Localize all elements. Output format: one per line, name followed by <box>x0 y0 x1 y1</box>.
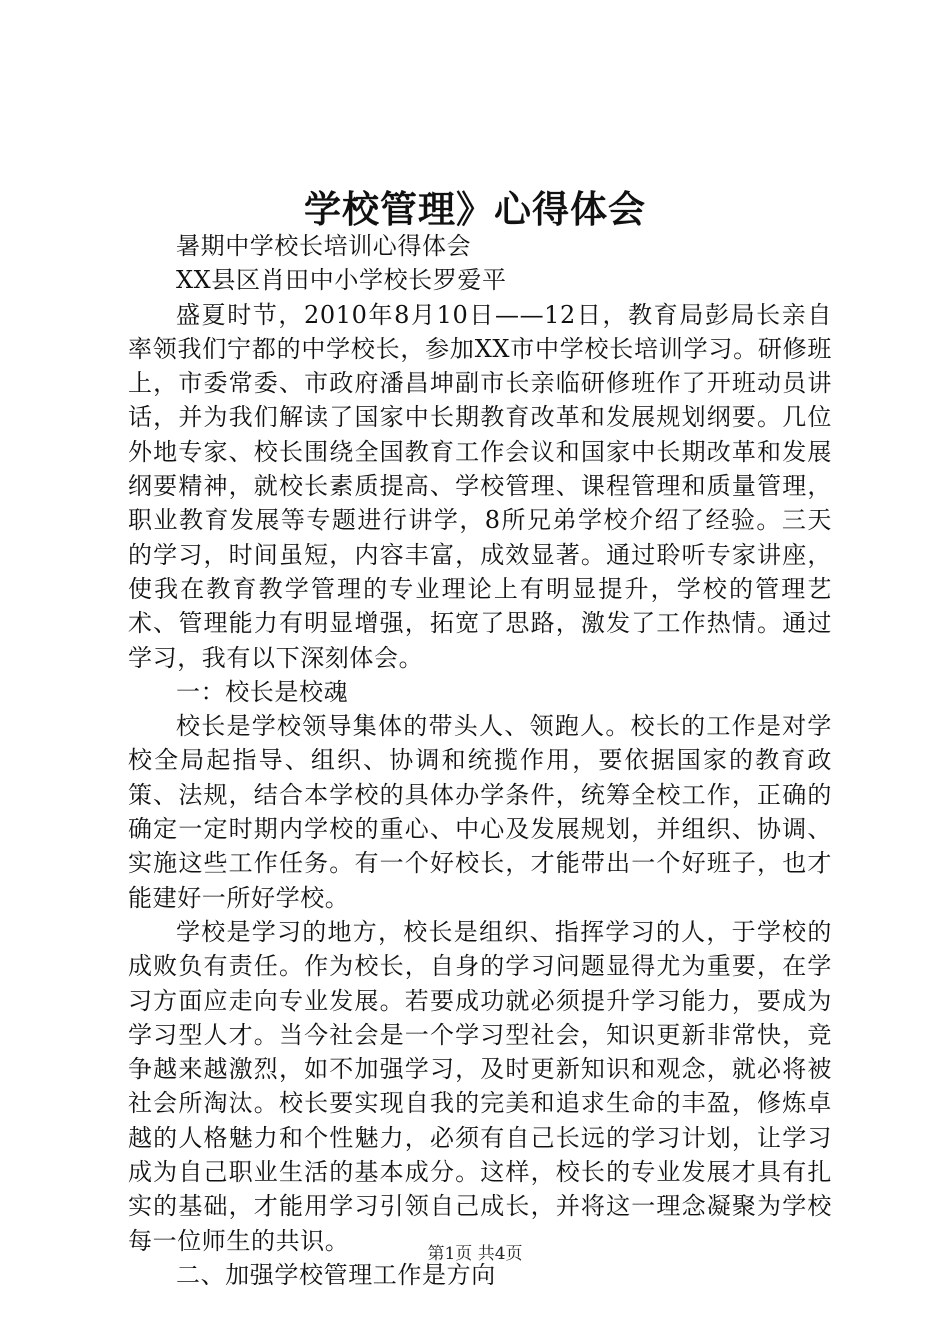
section-heading-1: 一：校长是校魂 <box>176 677 349 706</box>
subtitle-paragraph: 暑期中学校长培训心得体会 <box>176 232 472 260</box>
document-title: 学校管理》心得体会 <box>304 187 646 231</box>
document-body <box>128 229 832 1292</box>
author-paragraph: XX县区肖田中小学校长罗爱平 <box>176 266 507 295</box>
section-heading-2: 二、加强学校管理工作是方向 <box>176 1260 496 1289</box>
page-footer: 第1页 共4页 <box>427 1244 523 1264</box>
body-paragraph: 校长是学校领导集体的带头人、领跑人。校长的工作是对学校全局起指导、组织、协调和统揽作用，要依据国家的教育政策、法规，结合本学校的具体办学条件，统筹全校工作，正确的确定一定时期内学校的重心、中心及发展规划，并组织、协调、实施这些工作任务。有一个好校长，才能带出一个好班子，也才能建好一所好学校。 <box>128 712 832 912</box>
intro-paragraph: 盛夏时节，2010年8月10日——12日，教育局彭局长亲自率领我们宁都的中学校长，参加XX市中学校长培训学习。研修班上，市委常委、市政府潘昌坤副市长亲临研修班作了开班动员讲话，并为我们解读了国家中长期教育改革和发展规划纲要。几位外地专家、校长围绕全国教育工作会议和国家中长期改革和发展纲要精神，就校长素质提高、学校管理、课程管理和质量管理，职业教育发展等专题进行讲学，8所兄弟学校介绍了经验。三天的学习，时间虽短，内容丰富，成效显著。通过聆听专家讲座，使我在教育教学管理的专业理论上有明显提升，学校的管理艺术、管理能力有明显增强，拓宽了思路，激发了工作热情。通过学习，我有以下深刻体会。 <box>128 300 832 672</box>
body-paragraph: 学校是学习的地方，校长是组织、指挥学习的人，于学校的成败负有责任。作为校长，自身的学习问题显得尤为重要，在学习方面应走向专业发展。若要成功就必须提升学习能力，要成为学习型人才。当今社会是一个学习型社会，知识更新非常快，竞争越来越激烈，如不加强学习，及时更新知识和观念，就必将被社会所淘汰。校长要实现自我的完美和追求生命的丰盈，修炼卓越的人格魅力和个性魅力，必须有自己长远的学习计划，让学习成为自己职业生活的基本成分。这样，校长的专业发展才具有扎实的基础，才能用学习引领自己成长，并将这一理念凝聚为学校每一位师生的共识。 <box>128 917 832 1255</box>
